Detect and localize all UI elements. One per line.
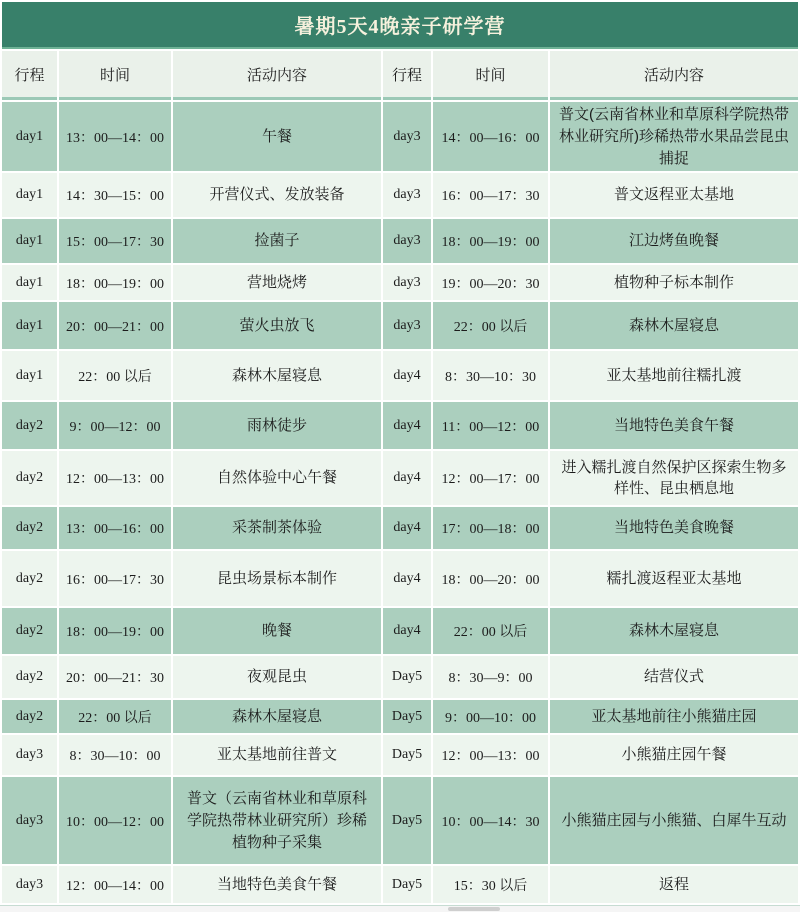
activity-cell: 采茶制茶体验 xyxy=(173,507,381,549)
day-cell: day3 xyxy=(383,219,431,263)
activity-cell: 森林木屋寝息 xyxy=(550,608,798,654)
time-cell: 12：00—14：00 xyxy=(59,866,171,903)
column-header-time-right: 时间 xyxy=(433,51,548,100)
schedule-row xyxy=(2,507,798,549)
column-header-time-left: 时间 xyxy=(59,51,171,100)
schedule-row xyxy=(2,302,798,349)
activity-cell: 当地特色美食午餐 xyxy=(173,866,381,903)
activity-cell: 当地特色美食晚餐 xyxy=(550,507,798,549)
time-cell: 22：00 以后 xyxy=(433,608,548,654)
time-cell: 20：00—21：00 xyxy=(59,302,171,349)
time-cell: 16：00—17：30 xyxy=(59,551,171,606)
activity-cell: 普文返程亚太基地 xyxy=(550,173,798,217)
activity-cell: 亚太基地前往普文 xyxy=(173,735,381,775)
time-cell: 22：00 以后 xyxy=(59,351,171,400)
schedule-row xyxy=(2,608,798,654)
day-cell: day1 xyxy=(2,102,57,171)
day-cell: Day5 xyxy=(383,866,431,903)
activity-cell: 亚太基地前往糯扎渡 xyxy=(550,351,798,400)
time-cell: 15：30 以后 xyxy=(433,866,548,903)
activity-cell: 小熊猫庄园与小熊猫、白犀牛互动 xyxy=(550,777,798,864)
day-cell: day4 xyxy=(383,351,431,400)
day-cell: day2 xyxy=(2,700,57,733)
title-row xyxy=(2,2,798,49)
schedule-row xyxy=(2,102,798,171)
time-cell: 15：00—17：30 xyxy=(59,219,171,263)
day-cell: day1 xyxy=(2,173,57,217)
time-cell: 10：00—14：30 xyxy=(433,777,548,864)
time-cell: 16：00—17：30 xyxy=(433,173,548,217)
day-cell: day2 xyxy=(2,608,57,654)
schedule-row xyxy=(2,402,798,449)
day-cell: day1 xyxy=(2,351,57,400)
time-cell: 14：30—15：00 xyxy=(59,173,171,217)
activity-cell: 植物种子标本制作 xyxy=(550,265,798,300)
activity-cell: 糯扎渡返程亚太基地 xyxy=(550,551,798,606)
activity-cell: 普文(云南省林业和草原科学院热带林业研究所)珍稀热带水果品尝昆虫捕捉 xyxy=(550,102,798,171)
column-header-activity-left: 活动内容 xyxy=(173,51,381,100)
day-cell: day2 xyxy=(2,656,57,698)
time-cell: 13：00—16：00 xyxy=(59,507,171,549)
time-cell: 8：30—10：00 xyxy=(59,735,171,775)
day-cell: day2 xyxy=(2,507,57,549)
activity-cell: 自然体验中心午餐 xyxy=(173,451,381,505)
day-cell: day3 xyxy=(383,102,431,171)
schedule-row xyxy=(2,451,798,505)
schedule-row xyxy=(2,777,798,864)
time-cell: 14：00—16：00 xyxy=(433,102,548,171)
day-cell: day3 xyxy=(383,173,431,217)
time-cell: 17：00—18：00 xyxy=(433,507,548,549)
time-cell: 20：00—21：30 xyxy=(59,656,171,698)
day-cell: day3 xyxy=(2,866,57,903)
time-cell: 8：30—10：30 xyxy=(433,351,548,400)
time-cell: 12：00—13：00 xyxy=(59,451,171,505)
time-cell: 9：00—10：00 xyxy=(433,700,548,733)
time-cell: 22：00 以后 xyxy=(59,700,171,733)
activity-cell: 昆虫场景标本制作 xyxy=(173,551,381,606)
day-cell: Day5 xyxy=(383,656,431,698)
activity-cell: 萤火虫放飞 xyxy=(173,302,381,349)
time-cell: 12：00—13：00 xyxy=(433,735,548,775)
activity-cell: 当地特色美食午餐 xyxy=(550,402,798,449)
schedule-row xyxy=(2,219,798,263)
day-cell: day4 xyxy=(383,608,431,654)
day-cell: day4 xyxy=(383,507,431,549)
schedule-row xyxy=(2,351,798,400)
activity-cell: 捡菌子 xyxy=(173,219,381,263)
time-cell: 18：00—19：00 xyxy=(59,265,171,300)
activity-cell: 晚餐 xyxy=(173,608,381,654)
day-cell: day3 xyxy=(2,735,57,775)
day-cell: day4 xyxy=(383,402,431,449)
activity-cell: 雨林徒步 xyxy=(173,402,381,449)
time-cell: 18：00—19：00 xyxy=(433,219,548,263)
schedule-row xyxy=(2,735,798,775)
activity-cell: 午餐 xyxy=(173,102,381,171)
time-cell: 10：00—12：00 xyxy=(59,777,171,864)
column-header-activity-right: 活动内容 xyxy=(550,51,798,100)
activity-cell: 返程 xyxy=(550,866,798,903)
day-cell: day2 xyxy=(2,451,57,505)
day-cell: Day5 xyxy=(383,700,431,733)
activity-cell: 森林木屋寝息 xyxy=(550,302,798,349)
activity-cell: 开营仪式、发放装备 xyxy=(173,173,381,217)
activity-cell: 营地烧烤 xyxy=(173,265,381,300)
page-title: 暑期5天4晚亲子研学营 xyxy=(2,2,798,49)
day-cell: day2 xyxy=(2,551,57,606)
time-cell: 22：00 以后 xyxy=(433,302,548,349)
day-cell: Day5 xyxy=(383,735,431,775)
activity-cell: 亚太基地前往小熊猫庄园 xyxy=(550,700,798,733)
time-cell: 13：00—14：00 xyxy=(59,102,171,171)
schedule-row xyxy=(2,866,798,903)
column-header-day-left: 行程 xyxy=(2,51,57,100)
activity-cell: 森林木屋寝息 xyxy=(173,700,381,733)
time-cell: 9：00—12：00 xyxy=(59,402,171,449)
activity-cell: 普文（云南省林业和草原科学院热带林业研究所）珍稀植物种子采集 xyxy=(173,777,381,864)
activity-cell: 夜观昆虫 xyxy=(173,656,381,698)
day-cell: day4 xyxy=(383,551,431,606)
activity-cell: 森林木屋寝息 xyxy=(173,351,381,400)
day-cell: Day5 xyxy=(383,777,431,864)
day-cell: day3 xyxy=(2,777,57,864)
column-header-day-right: 行程 xyxy=(383,51,431,100)
schedule-row xyxy=(2,551,798,606)
activity-cell: 江边烤鱼晚餐 xyxy=(550,219,798,263)
activity-cell: 结营仪式 xyxy=(550,656,798,698)
day-cell: day1 xyxy=(2,302,57,349)
time-cell: 8：30—9：00 xyxy=(433,656,548,698)
day-cell: day3 xyxy=(383,265,431,300)
time-cell: 12：00—17：00 xyxy=(433,451,548,505)
scrollbar-thumb[interactable] xyxy=(448,907,500,911)
time-cell: 19：00—20：30 xyxy=(433,265,548,300)
day-cell: day2 xyxy=(2,402,57,449)
activity-cell: 小熊猫庄园午餐 xyxy=(550,735,798,775)
time-cell: 18：00—20：00 xyxy=(433,551,548,606)
column-header-row xyxy=(2,51,798,100)
schedule-row xyxy=(2,700,798,733)
schedule-row xyxy=(2,173,798,217)
day-cell: day4 xyxy=(383,451,431,505)
day-cell: day3 xyxy=(383,302,431,349)
horizontal-scrollbar[interactable] xyxy=(0,905,800,912)
activity-cell: 进入糯扎渡自然保护区探索生物多样性、昆虫栖息地 xyxy=(550,451,798,505)
day-cell: day1 xyxy=(2,265,57,300)
time-cell: 11：00—12：00 xyxy=(433,402,548,449)
schedule-row xyxy=(2,265,798,300)
time-cell: 18：00—19：00 xyxy=(59,608,171,654)
schedule-row xyxy=(2,656,798,698)
day-cell: day1 xyxy=(2,219,57,263)
